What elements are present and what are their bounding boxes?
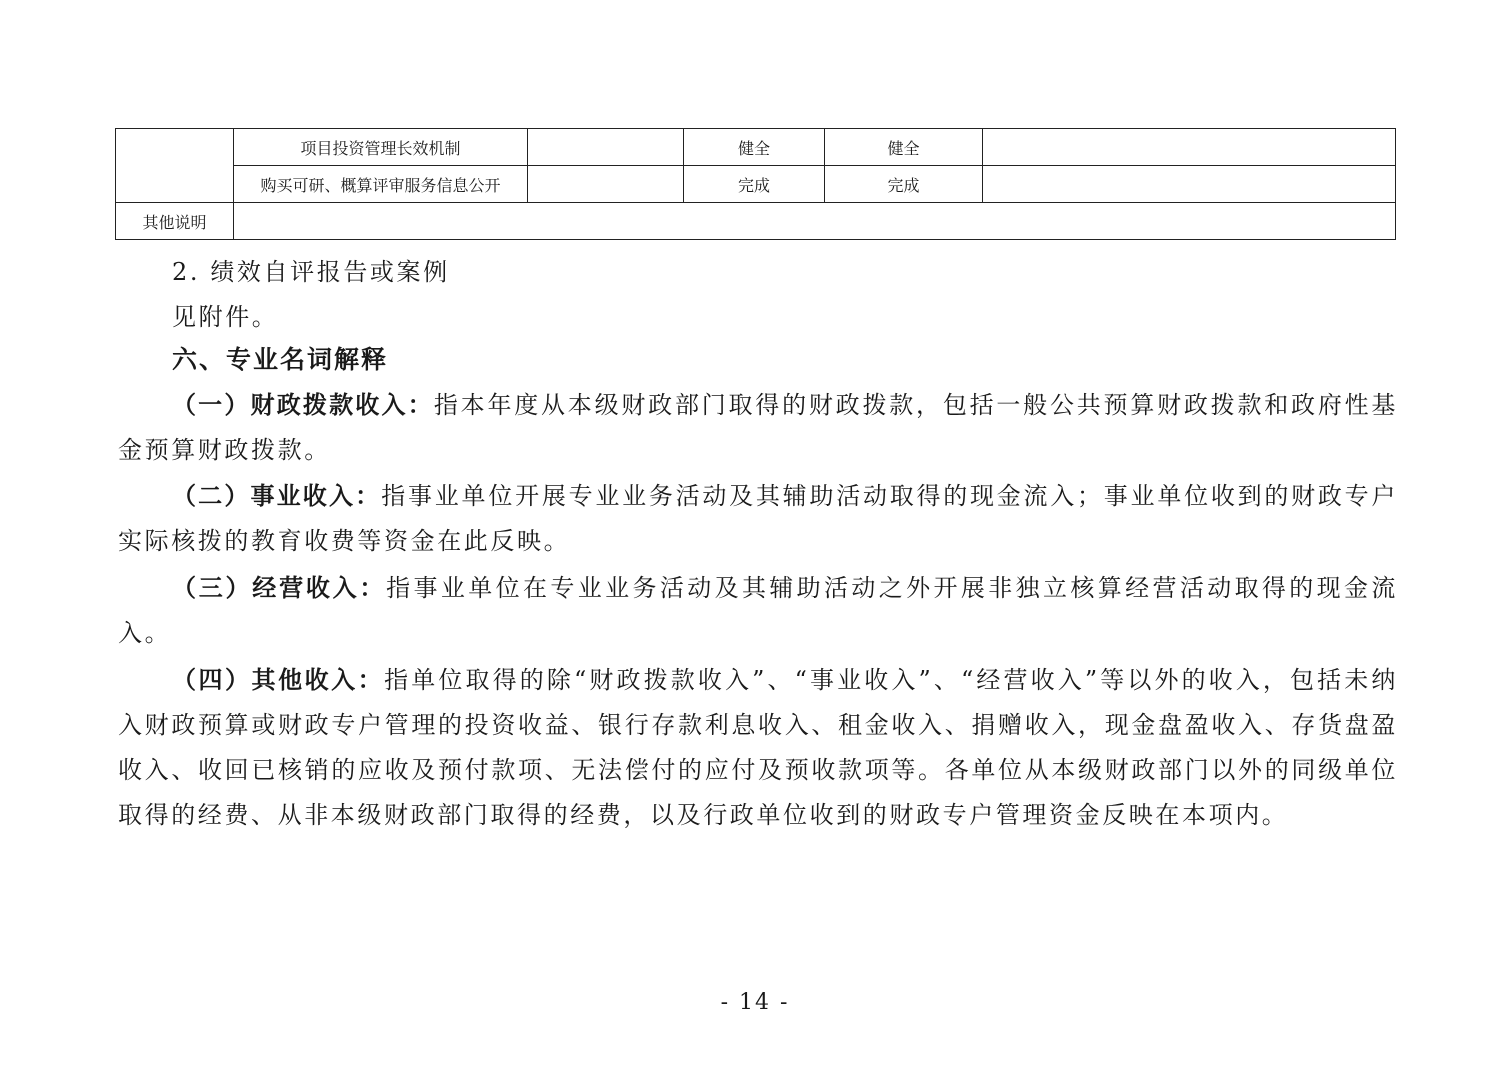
definition-text: 指事业单位开展专业业务活动及其辅助活动取得的现金流入；事业单位收到的财政专户实际核拨的教育收费等资金在此反映。 bbox=[118, 482, 1399, 555]
definition-text: 指单位取得的除“财政拨款收入”、“事业收入”、“经营收入”等以外的收入，包括未纳入财政预算或财政专户管理的投资收益、银行存款利息收入、租金收入、捐赠收入，现金盘盈收入、存货盘盈收入、收回已核销的应收及预付款项、无法偿付的应付及预收款项等。各单位从本级财政部门以外的同级单位取得的经费、从非本级财政部门取得的经费，以及行政单位收到的财政专户管理资金反映在本项内。 bbox=[118, 666, 1398, 829]
definition-term: （三）经营收入： bbox=[172, 574, 387, 602]
table-row bbox=[116, 129, 1396, 166]
definition-paragraph bbox=[118, 383, 1398, 473]
definition-paragraph bbox=[118, 474, 1398, 564]
performance-table bbox=[115, 128, 1396, 240]
table-row-other bbox=[116, 203, 1396, 240]
section2-body: 见附件。 bbox=[172, 303, 279, 331]
definition-term: （四）其他收入： bbox=[172, 666, 385, 694]
actual-cell: 健全 bbox=[825, 129, 983, 166]
definition-text: 指事业单位在专业业务活动及其辅助活动之外开展非独立核算经营活动取得的现金流入。 bbox=[118, 574, 1399, 647]
value-cell bbox=[528, 166, 684, 203]
other-label-cell: 其他说明 bbox=[116, 203, 234, 240]
target-cell: 完成 bbox=[684, 166, 825, 203]
definition-term: （一）财政拨款收入： bbox=[172, 391, 434, 419]
table-row bbox=[116, 166, 1396, 203]
indicator-cell: 项目投资管理长效机制 bbox=[234, 129, 528, 166]
actual-cell: 完成 bbox=[825, 166, 983, 203]
definition-paragraph bbox=[118, 658, 1398, 838]
section6-heading: 六、专业名词解释 bbox=[172, 345, 389, 374]
indicator-cell: 购买可研、概算评审服务信息公开 bbox=[234, 166, 528, 203]
section2-title: 2. 绩效自评报告或案例 bbox=[172, 258, 450, 286]
definition-text: 指本年度从本级财政部门取得的财政拨款，包括一般公共预算财政拨款和政府性基金预算财政拨款。 bbox=[118, 391, 1398, 464]
value-cell bbox=[528, 129, 684, 166]
definition-paragraph bbox=[118, 566, 1398, 656]
remark-cell bbox=[983, 129, 1396, 166]
other-value-cell bbox=[234, 203, 1396, 240]
page-number: - 14 - bbox=[720, 990, 790, 1015]
remark-cell bbox=[983, 166, 1396, 203]
target-cell: 健全 bbox=[684, 129, 825, 166]
definition-term: （二）事业收入： bbox=[172, 482, 382, 510]
category-cell bbox=[116, 129, 234, 203]
